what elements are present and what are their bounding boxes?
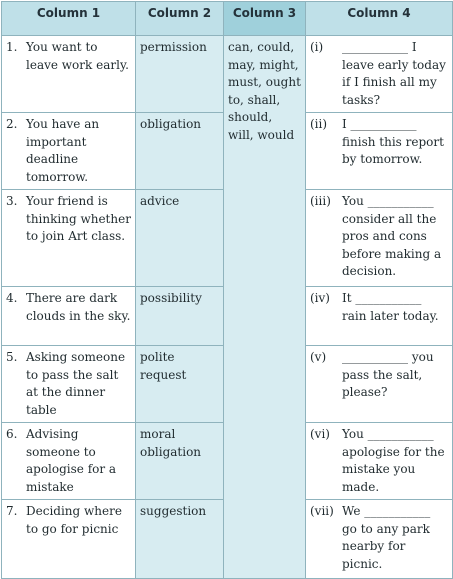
situation-cell <box>2 423 136 500</box>
function-cell <box>136 500 224 579</box>
row-number: 6. <box>6 427 18 441</box>
situation-text: You want to leave work early. <box>26 40 129 72</box>
sentence-text: You ___________ apologise for the mistake you made. <box>342 427 445 494</box>
function-text: moral obligation <box>140 427 202 459</box>
roman-numeral: (v) <box>310 350 327 364</box>
function-cell <box>136 190 224 287</box>
function-text: obligation <box>140 117 202 131</box>
function-cell <box>136 346 224 423</box>
function-cell <box>136 287 224 346</box>
modals-list-text: can, could, may, might, must, ought to, shall, should, will, would <box>228 40 301 142</box>
situation-cell <box>2 113 136 190</box>
sentence-cell <box>306 423 453 500</box>
sentence-cell <box>306 287 453 346</box>
function-cell <box>136 36 224 113</box>
function-cell <box>136 423 224 500</box>
situation-text: Advising someone to apologise for a mistake <box>26 427 117 494</box>
function-cell <box>136 113 224 190</box>
roman-numeral: (i) <box>310 40 324 54</box>
situation-cell <box>2 36 136 113</box>
header-row <box>2 2 453 36</box>
situation-cell <box>2 287 136 346</box>
sentence-text: We ___________ go to any park nearby for picnic. <box>342 504 431 571</box>
roman-numeral: (ii) <box>310 117 328 131</box>
roman-numeral: (vi) <box>310 427 330 441</box>
sentence-cell <box>306 190 453 287</box>
situation-text: Asking someone to pass the salt at the dinner table <box>26 350 126 417</box>
sentence-text: ___________ you pass the salt, please? <box>342 350 434 399</box>
situation-cell <box>2 346 136 423</box>
situation-text: Deciding where to go for picnic <box>26 504 122 536</box>
modals-table <box>1 1 453 579</box>
sentence-text: You ___________ consider all the pros and cons before making a decision. <box>342 194 442 278</box>
situation-text: There are dark clouds in the sky. <box>26 291 131 323</box>
function-text: possibility <box>140 291 202 305</box>
sentence-text: I ___________ finish this report by tomorrow. <box>342 117 444 166</box>
sentence-cell <box>306 500 453 579</box>
column-1-header: Column 1 <box>2 2 136 36</box>
function-text: suggestion <box>140 504 207 518</box>
row-number: 5. <box>6 350 18 364</box>
roman-numeral: (vii) <box>310 504 334 518</box>
situation-cell <box>2 190 136 287</box>
function-text: advice <box>140 194 180 208</box>
sentence-text: ___________ I leave early today if I finish all my tasks? <box>342 40 446 107</box>
situation-text: You have an important deadline tomorrow. <box>26 117 100 184</box>
column-2-header: Column 2 <box>136 2 224 36</box>
sentence-cell <box>306 36 453 113</box>
row-number: 4. <box>6 291 18 305</box>
function-text: polite request <box>140 350 187 382</box>
column-3-header: Column 3 <box>224 2 306 36</box>
sentence-text: It ___________ rain later today. <box>342 291 439 323</box>
sentence-cell <box>306 346 453 423</box>
situation-text: Your friend is thinking whether to join Art class. <box>26 194 131 243</box>
column-4-header: Column 4 <box>306 2 453 36</box>
row-number: 1. <box>6 40 18 54</box>
function-text: permission <box>140 40 207 54</box>
situation-cell <box>2 500 136 579</box>
row-number: 3. <box>6 194 18 208</box>
roman-numeral: (iii) <box>310 194 331 208</box>
roman-numeral: (iv) <box>310 291 330 305</box>
modals-cell <box>224 36 306 579</box>
sentence-cell <box>306 113 453 190</box>
row-number: 7. <box>6 504 18 518</box>
row-number: 2. <box>6 117 18 131</box>
table-row <box>2 36 453 113</box>
